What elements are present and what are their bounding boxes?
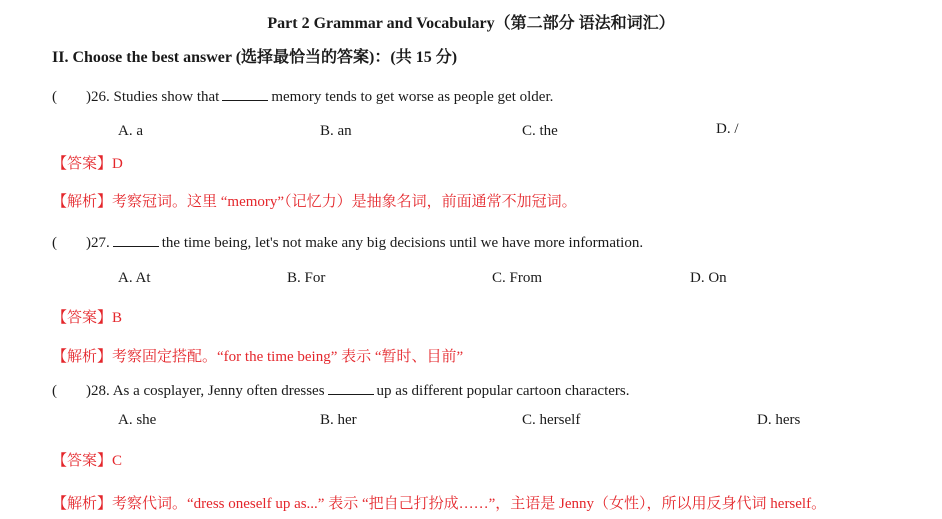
question-text-before: Studies show that (113, 89, 220, 105)
option-b: B. an (320, 123, 352, 139)
analysis-28 (52, 492, 826, 513)
analysis-label: 【解析】 (52, 194, 113, 210)
analysis-label: 【解析】 (52, 496, 113, 512)
option-c: C. the (522, 123, 558, 139)
answer-label: 【答案】 (52, 310, 113, 326)
analysis-text: 考察代词。“dress oneself up as...” 表示 “把自己打扮成……”，主语是 Jenny（女性），所以用反身代词 herself。 (112, 496, 827, 512)
analysis-text: 考察冠词。这里 “memory”（记忆力）是抽象名词，前面通常不加冠词。 (112, 194, 577, 210)
question-26 (52, 86, 553, 106)
answer-28 (52, 449, 122, 470)
analysis-27 (52, 345, 463, 366)
option-d: D. On (690, 270, 727, 286)
option-c: C. herself (522, 412, 581, 428)
answer-value: D (112, 156, 123, 172)
section-heading: II. Choose the best answer (选择最恰当的答案)：(共 15 分) (52, 49, 458, 66)
question-28 (52, 380, 629, 400)
analysis-text: 考察固定搭配。“for the time being” 表示 “暂时、目前” (112, 349, 464, 365)
analysis-label: 【解析】 (52, 349, 113, 365)
option-a: A. At (118, 270, 151, 286)
answer-value: B (112, 310, 123, 326)
question-number: )27. (86, 235, 110, 251)
question-number: )28. (86, 383, 110, 399)
answer-bracket: ( (52, 383, 57, 399)
option-d: D. / (716, 121, 739, 137)
question-text-after: up as different popular cartoon characters. (376, 383, 630, 399)
fill-blank (222, 86, 268, 101)
document-title: Part 2 Grammar and Vocabulary（第二部分 语法和词汇） (267, 15, 675, 32)
question-text-after: memory tends to get worse as people get older. (271, 89, 554, 105)
answer-label: 【答案】 (52, 453, 113, 469)
answer-value: C (112, 453, 123, 469)
option-b: B. For (287, 270, 326, 286)
option-a: A. she (118, 412, 157, 428)
answer-27 (52, 306, 122, 327)
analysis-26 (52, 190, 577, 211)
answer-label: 【答案】 (52, 156, 113, 172)
question-number: )26. (86, 89, 110, 105)
question-text-after: the time being, let's not make any big decisions until we have more information. (161, 235, 644, 251)
question-text-before: As a cosplayer, Jenny often dresses (112, 383, 325, 399)
fill-blank (113, 232, 159, 247)
option-a: A. a (118, 123, 143, 139)
fill-blank (328, 380, 374, 395)
answer-26 (52, 152, 123, 173)
answer-bracket: ( (52, 89, 57, 105)
question-27 (52, 232, 643, 252)
option-b: B. her (320, 412, 357, 428)
option-c: C. From (492, 270, 543, 286)
answer-bracket: ( (52, 235, 57, 251)
option-d: D. hers (757, 412, 801, 428)
